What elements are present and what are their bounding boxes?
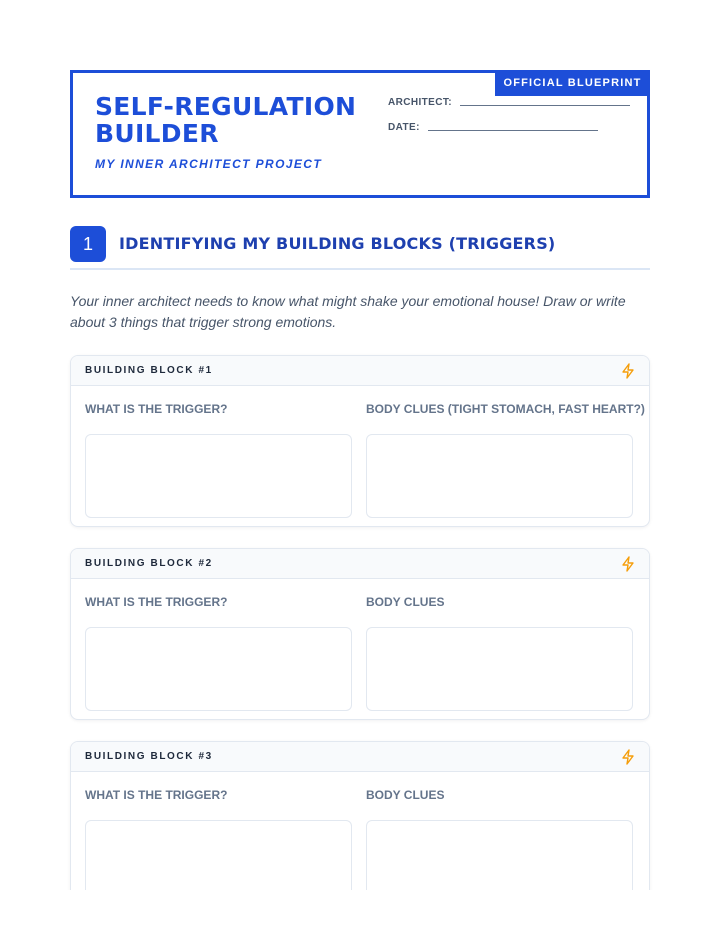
body-clues-label: BODY CLUES	[366, 788, 445, 802]
architect-input-line[interactable]	[460, 105, 630, 106]
building-block-title: BUILDING BLOCK #2	[85, 558, 213, 569]
body-clues-label: BODY CLUES	[366, 595, 445, 609]
section-header	[70, 226, 650, 270]
lightning-icon	[621, 556, 635, 572]
section-number-badge: 1	[70, 226, 106, 262]
section-title: IDENTIFYING MY BUILDING BLOCKS (TRIGGERS)	[119, 234, 556, 253]
trigger-label: WHAT IS THE TRIGGER?	[85, 595, 228, 609]
trigger-label: WHAT IS THE TRIGGER?	[85, 402, 228, 416]
body-clues-label: BODY CLUES (TIGHT STOMACH, FAST HEART?)	[366, 402, 645, 416]
building-block-card	[70, 355, 650, 527]
architect-field[interactable]	[388, 97, 630, 108]
lightning-icon	[621, 363, 635, 379]
official-blueprint-tag: OFFICIAL BLUEPRINT	[495, 70, 650, 96]
building-block-card	[70, 741, 650, 913]
title-line-2: BUILDER	[95, 119, 219, 148]
body-clues-answer-box[interactable]	[366, 434, 633, 518]
trigger-answer-box[interactable]	[85, 627, 352, 711]
section-instructions: Your inner architect needs to know what might shake your emotional house! Draw or write about 3 things that trigger strong emotions.	[70, 293, 626, 330]
page-subtitle: MY INNER ARCHITECT PROJECT	[95, 157, 323, 171]
building-block-header	[71, 742, 649, 772]
date-field[interactable]	[388, 122, 598, 133]
date-input-line[interactable]	[428, 130, 598, 131]
building-block-title: BUILDING BLOCK #3	[85, 751, 213, 762]
page-bottom-margin	[0, 890, 720, 932]
building-block-header	[71, 356, 649, 386]
architect-label: ARCHITECT:	[388, 97, 452, 108]
trigger-label: WHAT IS THE TRIGGER?	[85, 788, 228, 802]
blueprint-header	[70, 70, 650, 198]
building-block-header	[71, 549, 649, 579]
building-block-title: BUILDING BLOCK #1	[85, 365, 213, 376]
building-block-card	[70, 548, 650, 720]
title-line-1: SELF-REGULATION	[95, 92, 357, 121]
page-title	[95, 93, 375, 147]
lightning-icon	[621, 749, 635, 765]
trigger-answer-box[interactable]	[85, 434, 352, 518]
body-clues-answer-box[interactable]	[366, 627, 633, 711]
date-label: DATE:	[388, 122, 420, 133]
